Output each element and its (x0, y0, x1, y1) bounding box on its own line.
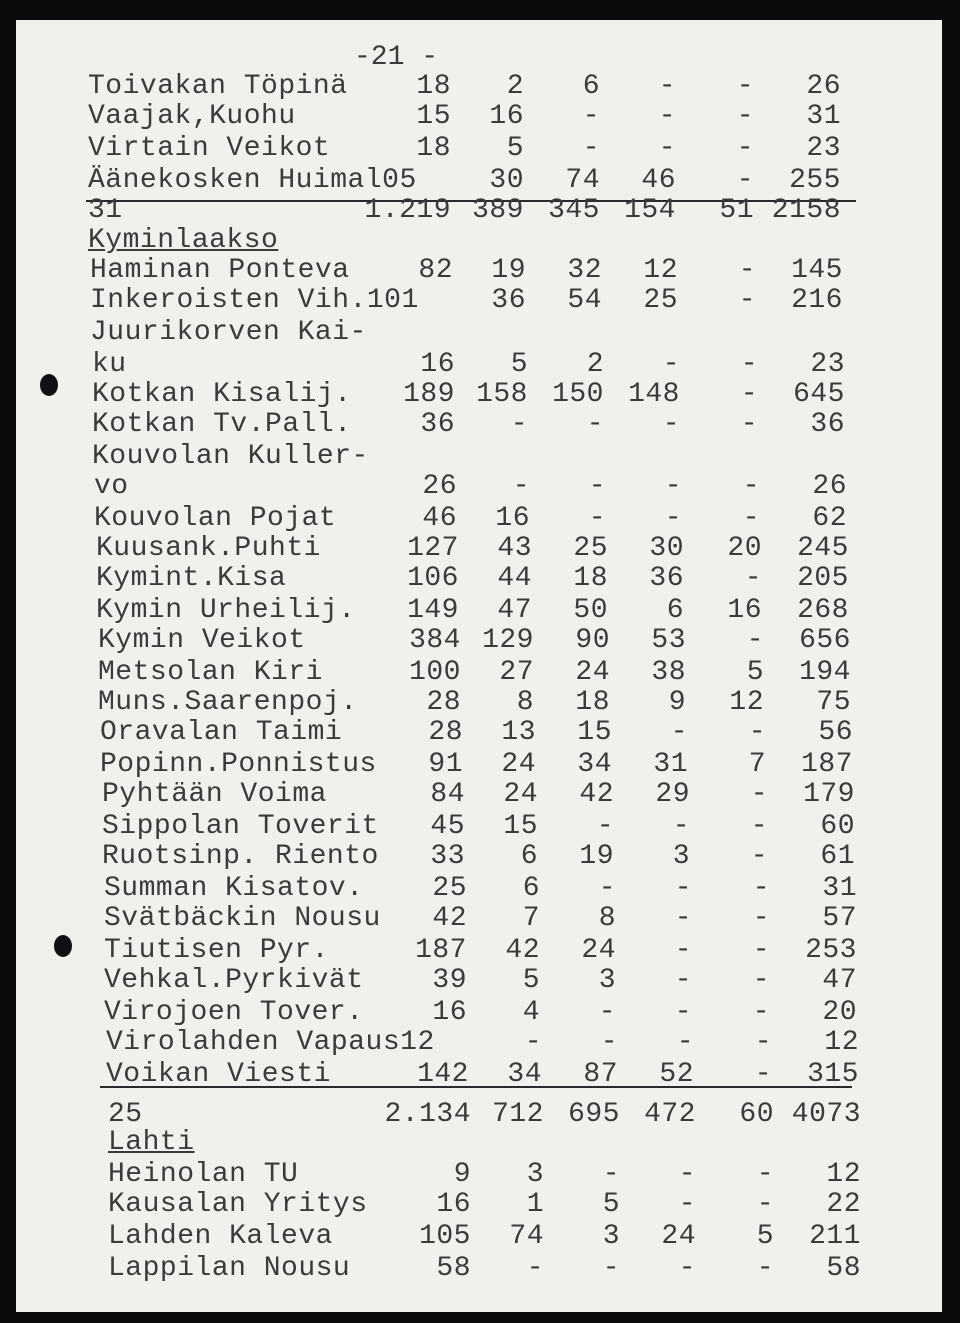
table-row (16, 410, 942, 440)
value-col-6: 2158 (771, 195, 841, 226)
value-col-6: 23 (806, 133, 841, 164)
club-name: Kymint.Kisa (96, 563, 287, 594)
table-row (16, 688, 942, 718)
value-col-6: 179 (803, 779, 855, 810)
value-col-6: 245 (797, 533, 849, 564)
value-col-5: - (752, 997, 770, 1028)
value-col-5: - (742, 471, 760, 502)
table-row (16, 1028, 942, 1058)
value-col-3: 24 (575, 657, 610, 688)
club-name: Ruotsinp. Riento (102, 841, 379, 872)
value-col-2: 16 (489, 101, 524, 132)
value-col-6: 20 (822, 997, 857, 1028)
value-col-2: 5 (506, 133, 524, 164)
value-col-1: 16 (420, 349, 455, 380)
value-col-4: - (670, 717, 688, 748)
value-col-5: - (738, 255, 756, 286)
value-col-6: 253 (805, 935, 857, 966)
club-name: Heinolan TU (108, 1159, 299, 1190)
club-name: Metsolan Kiri (98, 657, 323, 688)
value-col-3: 34 (577, 749, 612, 780)
value-col-3: - (598, 997, 616, 1028)
value-col-1: 45 (430, 811, 465, 842)
value-col-3: - (588, 471, 606, 502)
club-name: Kausalan Yritys (108, 1189, 368, 1220)
value-col-3: 90 (575, 625, 610, 656)
table-row (16, 256, 942, 286)
value-col-5: 60 (739, 1099, 774, 1130)
value-col-5: - (742, 503, 760, 534)
value-col-1: 16 (436, 1189, 471, 1220)
table-row (16, 472, 942, 502)
value-col-4: - (658, 101, 676, 132)
club-name: Kuusank.Puhti (96, 533, 321, 564)
value-col-4: 36 (649, 563, 684, 594)
table-row (16, 286, 942, 316)
value-col-6: 12 (826, 1159, 861, 1190)
value-col-3: 50 (573, 595, 608, 626)
club-name: Kotkan Tv.Pall. (92, 409, 352, 440)
value-col-4: - (676, 1027, 694, 1058)
value-col-2: 158 (476, 379, 528, 410)
club-name: Kouvolan Pojat (94, 503, 337, 534)
value-col-1: 106 (407, 563, 459, 594)
value-col-4: 472 (644, 1099, 696, 1130)
value-col-4: 53 (651, 625, 686, 656)
value-col-6: 205 (797, 563, 849, 594)
value-col-1: 18 (416, 133, 451, 164)
value-col-6: 194 (799, 657, 851, 688)
value-col-6: 58 (826, 1253, 861, 1284)
value-col-4: - (674, 965, 692, 996)
value-col-2: 129 (482, 625, 534, 656)
club-name: Voikan Viesti (106, 1059, 331, 1090)
value-col-1: 2.134 (384, 1099, 471, 1130)
value-col-1: 187 (415, 935, 467, 966)
value-col-3: 54 (567, 285, 602, 316)
value-col-2: 24 (503, 779, 538, 810)
value-col-1: 105 (419, 1221, 471, 1252)
value-col-5: - (736, 133, 754, 164)
value-col-4: 148 (628, 379, 680, 410)
value-col-2: 42 (505, 935, 540, 966)
value-col-2: 1 (526, 1189, 544, 1220)
value-col-4: - (678, 1253, 696, 1284)
value-col-5: - (756, 1189, 774, 1220)
value-col-6: 656 (799, 625, 851, 656)
value-col-6: 145 (791, 255, 843, 286)
club-name: 25 (108, 1099, 143, 1130)
value-col-5: - (754, 1027, 772, 1058)
club-name: Pyhtään Voima (102, 779, 327, 810)
value-col-4: - (664, 503, 682, 534)
value-col-1: 1.219 (364, 195, 451, 226)
club-name: Svätbäckin Nousu (104, 903, 381, 934)
value-col-1: 149 (407, 595, 459, 626)
value-col-3: - (602, 1159, 620, 1190)
table-row (16, 904, 942, 934)
value-col-3: 32 (567, 255, 602, 286)
value-col-5: 5 (746, 657, 764, 688)
value-col-6: 23 (810, 349, 845, 380)
value-col-2: 6 (520, 841, 538, 872)
value-col-5: - (746, 625, 764, 656)
value-col-5: - (754, 1059, 772, 1090)
value-col-5: - (736, 71, 754, 102)
value-col-2: - (526, 1253, 544, 1284)
value-col-2: 5 (510, 349, 528, 380)
value-col-4: 154 (624, 195, 676, 226)
club-name: Äänekosken Huimal05 (88, 165, 417, 196)
value-col-1: 18 (416, 71, 451, 102)
value-col-6: 62 (812, 503, 847, 534)
value-col-2: 27 (499, 657, 534, 688)
club-name: Sippolan Toverit (102, 811, 379, 842)
value-col-5: - (736, 101, 754, 132)
table-row (16, 504, 942, 534)
value-col-2: 43 (497, 533, 532, 564)
value-col-6: 75 (816, 687, 851, 718)
value-col-5: 51 (719, 195, 754, 226)
value-col-3: 695 (568, 1099, 620, 1130)
table-row (16, 166, 942, 196)
club-name: Virojoen Tover. (104, 997, 364, 1028)
value-col-3: 25 (573, 533, 608, 564)
table-row (16, 966, 942, 996)
value-col-2: 44 (497, 563, 532, 594)
value-col-3: 5 (602, 1189, 620, 1220)
table-row (16, 102, 942, 132)
value-col-5: 5 (756, 1221, 774, 1252)
value-col-6: 315 (807, 1059, 859, 1090)
value-col-5: - (750, 841, 768, 872)
table-row (16, 750, 942, 780)
value-col-6: 61 (820, 841, 855, 872)
value-col-3: 18 (575, 687, 610, 718)
value-col-1: 26 (422, 471, 457, 502)
value-col-3: 24 (581, 935, 616, 966)
value-col-1: 46 (422, 503, 457, 534)
value-col-4: - (674, 873, 692, 904)
club-name: Lahden Kaleva (108, 1221, 333, 1252)
value-col-4: - (664, 471, 682, 502)
value-col-4: 52 (659, 1059, 694, 1090)
value-col-4: - (658, 133, 676, 164)
value-col-2: - (510, 409, 528, 440)
value-col-6: 268 (797, 595, 849, 626)
club-name: Juurikorven Kai- (90, 317, 367, 348)
value-col-3: - (582, 133, 600, 164)
value-col-1: 28 (428, 717, 463, 748)
value-col-1: 39 (432, 965, 467, 996)
value-col-1: 82 (418, 255, 453, 286)
value-col-3: - (598, 873, 616, 904)
value-col-6: 31 (806, 101, 841, 132)
value-col-4: 6 (666, 595, 684, 626)
club-name: Tiutisen Pyr. (104, 935, 329, 966)
value-col-1: 33 (430, 841, 465, 872)
value-col-1: 142 (417, 1059, 469, 1090)
value-col-6: 26 (812, 471, 847, 502)
value-col-4: 29 (655, 779, 690, 810)
value-col-6: 47 (822, 965, 857, 996)
value-col-2: 2 (506, 71, 524, 102)
value-col-4: - (674, 903, 692, 934)
table-row (16, 72, 942, 102)
value-col-6: 216 (791, 285, 843, 316)
table-row (16, 718, 942, 748)
value-col-2: 34 (507, 1059, 542, 1090)
club-name: Virtain Veikot (88, 133, 331, 164)
value-col-4: 46 (641, 165, 676, 196)
value-col-1: 25 (432, 873, 467, 904)
value-col-4: 24 (661, 1221, 696, 1252)
table-row (16, 1254, 942, 1284)
value-col-5: - (752, 903, 770, 934)
value-col-3: - (596, 811, 614, 842)
value-col-2: 7 (522, 903, 540, 934)
value-col-4: 30 (649, 533, 684, 564)
value-col-2: 4 (522, 997, 540, 1028)
value-col-5: - (752, 873, 770, 904)
value-col-3: 3 (602, 1221, 620, 1252)
table-row (16, 812, 942, 842)
value-col-2: 30 (489, 165, 524, 196)
value-col-3: 345 (548, 195, 600, 226)
club-name: Haminan Ponteva (90, 255, 350, 286)
value-col-3: 8 (598, 903, 616, 934)
club-name: Lappilan Nousu (108, 1253, 351, 1284)
table-row (16, 350, 942, 380)
value-col-4: 38 (651, 657, 686, 688)
value-col-5: - (736, 165, 754, 196)
value-col-2: 19 (491, 255, 526, 286)
value-col-3: - (602, 1253, 620, 1284)
value-col-1: 15 (416, 101, 451, 132)
value-col-2: 24 (501, 749, 536, 780)
club-name: Kyminlaakso (88, 225, 279, 256)
club-name: ku (92, 349, 127, 380)
table-row (16, 1100, 942, 1130)
club-name: Kymin Urheilij. (96, 595, 356, 626)
value-col-5: - (740, 349, 758, 380)
club-name: Kouvolan Kuller- (92, 441, 369, 472)
club-name: Muns.Saarenpoj. (98, 687, 358, 718)
value-col-1: 36 (420, 409, 455, 440)
value-col-2: 74 (509, 1221, 544, 1252)
table-row (16, 1128, 942, 1158)
value-col-6: 4073 (791, 1099, 861, 1130)
table-row (16, 1160, 942, 1190)
table-row (16, 442, 942, 472)
value-col-6: 57 (822, 903, 857, 934)
table-row (16, 226, 942, 256)
value-col-3: 87 (583, 1059, 618, 1090)
value-col-3: 3 (598, 965, 616, 996)
value-col-2: 8 (516, 687, 534, 718)
value-col-2: 16 (495, 503, 530, 534)
value-col-6: 211 (809, 1221, 861, 1252)
value-col-5: - (738, 285, 756, 316)
value-col-2: - (512, 471, 530, 502)
value-col-5: 16 (727, 595, 762, 626)
value-col-2: 15 (503, 811, 538, 842)
value-col-6: 22 (826, 1189, 861, 1220)
value-col-2: 712 (492, 1099, 544, 1130)
value-col-4: - (674, 997, 692, 1028)
value-col-6: 60 (820, 811, 855, 842)
club-name: Lahti (108, 1127, 195, 1158)
value-col-4: - (672, 811, 690, 842)
value-col-5: - (752, 935, 770, 966)
club-name: Kymin Veikot (98, 625, 306, 656)
table-row (16, 380, 942, 410)
club-name: Oravalan Taimi (100, 717, 343, 748)
value-col-2: 36 (491, 285, 526, 316)
value-col-5: - (740, 409, 758, 440)
club-name: Virolahden Vapaus12 (106, 1027, 435, 1058)
table-row (16, 658, 942, 688)
value-col-4: 9 (668, 687, 686, 718)
value-col-3: 74 (565, 165, 600, 196)
value-col-2: 6 (522, 873, 540, 904)
value-col-2: 389 (472, 195, 524, 226)
value-col-5: 20 (727, 533, 762, 564)
value-col-1: 189 (403, 379, 455, 410)
value-col-2: 5 (522, 965, 540, 996)
value-col-4: 12 (643, 255, 678, 286)
document-page (16, 20, 942, 1312)
value-col-4: - (662, 409, 680, 440)
value-col-4: - (678, 1159, 696, 1190)
value-col-3: 42 (579, 779, 614, 810)
value-col-1: 91 (428, 749, 463, 780)
value-col-1: 100 (409, 657, 461, 688)
value-col-5: - (756, 1253, 774, 1284)
value-col-1: 127 (407, 533, 459, 564)
table-row (16, 874, 942, 904)
club-name: 31 (88, 195, 123, 226)
value-col-1: 84 (430, 779, 465, 810)
value-col-3: 19 (579, 841, 614, 872)
value-col-6: 31 (822, 873, 857, 904)
table-row (16, 1060, 942, 1090)
value-col-5: - (740, 379, 758, 410)
value-col-4: - (674, 935, 692, 966)
club-name: Toivakan Töpinä (88, 71, 348, 102)
value-col-4: - (662, 349, 680, 380)
value-col-2: 3 (526, 1159, 544, 1190)
value-col-1: 9 (453, 1159, 471, 1190)
value-col-1: 384 (409, 625, 461, 656)
table-row (16, 998, 942, 1028)
club-name: Kotkan Kisalij. (92, 379, 352, 410)
table-row (16, 626, 942, 656)
table-row (16, 780, 942, 810)
value-col-6: 12 (824, 1027, 859, 1058)
value-col-6: 187 (801, 749, 853, 780)
value-col-6: 645 (793, 379, 845, 410)
value-col-5: 12 (729, 687, 764, 718)
value-col-6: 36 (810, 409, 845, 440)
page-number: -21 - (354, 42, 439, 73)
table-row (16, 534, 942, 564)
club-name: vo (94, 471, 129, 502)
value-col-3: 2 (586, 349, 604, 380)
table-row (16, 196, 942, 226)
value-col-3: - (588, 503, 606, 534)
value-col-1: 58 (436, 1253, 471, 1284)
value-col-5: - (750, 811, 768, 842)
value-col-6: 26 (806, 71, 841, 102)
value-col-3: 15 (577, 717, 612, 748)
value-col-1: 28 (426, 687, 461, 718)
value-col-5: - (752, 965, 770, 996)
value-col-4: - (658, 71, 676, 102)
table-row (16, 842, 942, 872)
value-col-3: - (600, 1027, 618, 1058)
value-col-6: 56 (818, 717, 853, 748)
club-name: Popinn.Ponnistus (100, 749, 377, 780)
table-row (16, 134, 942, 164)
value-col-5: 7 (748, 749, 766, 780)
value-col-5: - (750, 779, 768, 810)
value-col-6: 255 (789, 165, 841, 196)
value-col-3: 18 (573, 563, 608, 594)
value-col-2: - (524, 1027, 542, 1058)
club-name: Vaajak,Kuohu (88, 101, 296, 132)
value-col-1: 42 (432, 903, 467, 934)
value-col-5: - (756, 1159, 774, 1190)
club-name: Inkeroisten Vih.101 (90, 285, 419, 316)
table-row (16, 1222, 942, 1252)
value-col-5: - (748, 717, 766, 748)
value-col-3: - (582, 101, 600, 132)
table-row (16, 1190, 942, 1220)
value-col-5: - (744, 563, 762, 594)
value-col-2: 47 (497, 595, 532, 626)
table-row (16, 936, 942, 966)
value-col-2: 13 (501, 717, 536, 748)
value-col-4: 31 (653, 749, 688, 780)
value-col-1: 16 (432, 997, 467, 1028)
table-row (16, 318, 942, 348)
value-col-4: 3 (672, 841, 690, 872)
value-col-3: 6 (582, 71, 600, 102)
table-row (16, 596, 942, 626)
value-col-3: 150 (552, 379, 604, 410)
value-col-4: 25 (643, 285, 678, 316)
club-name: Vehkal.Pyrkivät (104, 965, 364, 996)
table-row (16, 564, 942, 594)
club-name: Summan Kisatov. (104, 873, 364, 904)
value-col-4: - (678, 1189, 696, 1220)
value-col-3: - (586, 409, 604, 440)
